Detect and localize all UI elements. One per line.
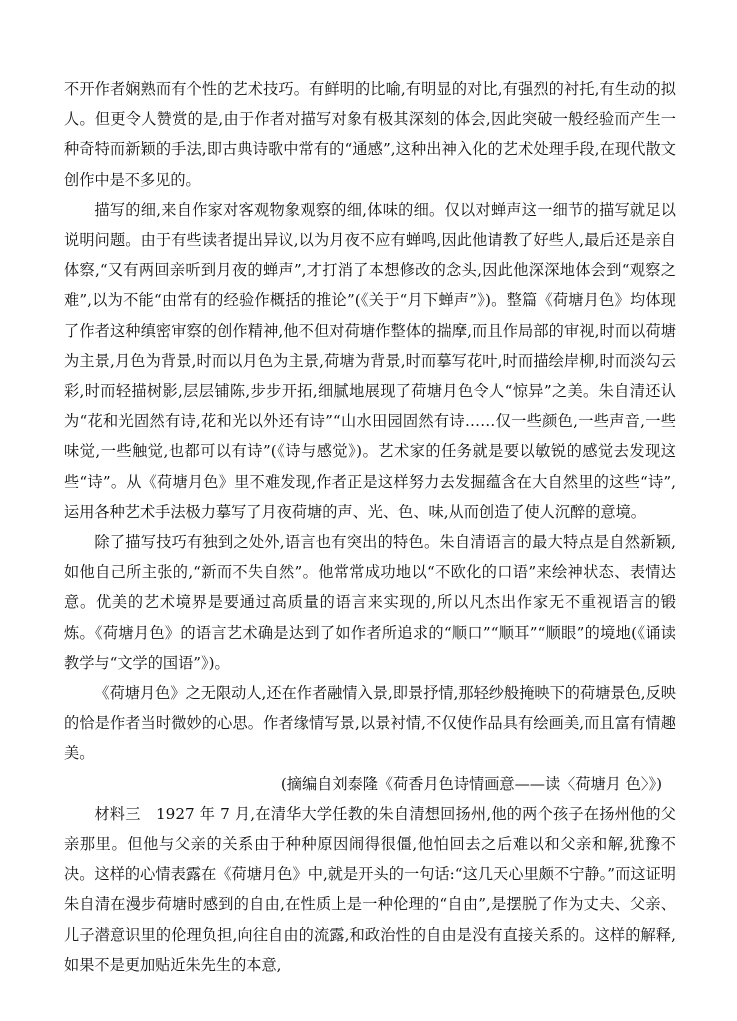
paragraph-observation: 描写的细,来自作家对客观物象观察的细,体味的细。仅以对蝉声这一细节的描写就足以说明问题。由于有些读者提出异议,以为月夜不应有蝉鸣,因此他请教了好些人,最后还是亲自体察,“又有两回亲听到月夜的蝉声”,才打消了本想修改的念头,因此他深深地体会到“观察之难”,以为不能“由常有的经验作概括的推论”(《关于“月下蝉声”》)。整篇《荷塘月色》均体现了作者这种缜密审察的创作精神,他不但对荷塘作整体的揣摩,而且作局部的审视,时而以荷塘为主景,月色为背景,时而以月色为主景,荷塘为背景,时而摹写花叶,时而描绘岸柳,时而淡勾云彩,时而轻描树影,层层铺陈,步步开拓,细腻地展现了荷塘月色令人“惊异”之美。朱自清还认为“花和光固然有诗,花和光以外还有诗”“山水田园固然有诗……仅一些颜色,一些声音,一些味觉,一些触觉,也都可以有诗”(《诗与感觉》)。艺术家的任务就是要以敏锐的感觉去发现这些“诗”。从《荷塘月色》里不难发现,作者正是这样努力去发掘蕴含在大自然里的这些“诗”,运用各种艺术手法极力摹写了月夜荷塘的声、光、色、味,从而创造了使人沉醉的意境。	[64, 200, 676, 521]
paragraph-language: 除了描写技巧有独到之处外,语言也有突出的特色。朱自清语言的最大特点是自然新颖,如他自己所主张的,“新而不失自然”。他常常成功地以“不欧化的口语”来绘神状态、表情达意。优美的艺术境界是要通过高质量的语言来实现的,所以凡杰出作家无不重视语言的锻炼。《荷塘月色》的语言艺术确是达到了如作者所追求的“顺口”“顺耳”“顺眼”的境地(《诵读教学与“文学的国语”》)。	[64, 533, 676, 672]
paragraph-continuation: 不开作者娴熟而有个性的艺术技巧。有鲜明的比喻,有明显的对比,有强烈的衬托,有生动的拟人。但更令人赞赏的是,由于作者对描写对象有极其深刻的体会,因此突破一般经验而产生一种奇特而新颖的手法,即古典诗歌中常有的“通感”,这种出神入化的艺术处理手段,在现代散文创作中是不多见的。	[64, 80, 676, 189]
article-body	[64, 74, 676, 980]
paragraph-material-three: 材料三 1927 年 7 月,在清华大学任教的朱自清想回扬州,他的两个孩子在扬州他的父亲那里。但他与父亲的关系由于种种原因闹得很僵,他怕回去之后难以和父亲和解,犹豫不决。这样的心情表露在《荷塘月色》中,就是开头的一句话:“这几天心里颇不宁静。”而这证明朱自清在漫步荷塘时感到的自由,在性质上是一种伦理的“自由”,是摆脱了作为丈夫、父亲、儿子潜意识里的伦理负担,向往自由的流露,和政治性的自由是没有直接关系的。这样的解释,如果不是更加贴近朱先生的本意,	[64, 804, 676, 974]
source-citation: (摘编自刘泰隆《荷香月色诗情画意——读〈荷塘月 色〉》)	[280, 774, 662, 793]
paragraph-emotion: 《荷塘月色》之无限动人,还在作者融情入景,即景抒情,那轻纱般掩映下的荷塘景色,反映的恰是作者当时微妙的心思。作者缘情写景,以景衬情,不仅使作品具有绘画美,而且富有情趣美。	[64, 684, 676, 763]
